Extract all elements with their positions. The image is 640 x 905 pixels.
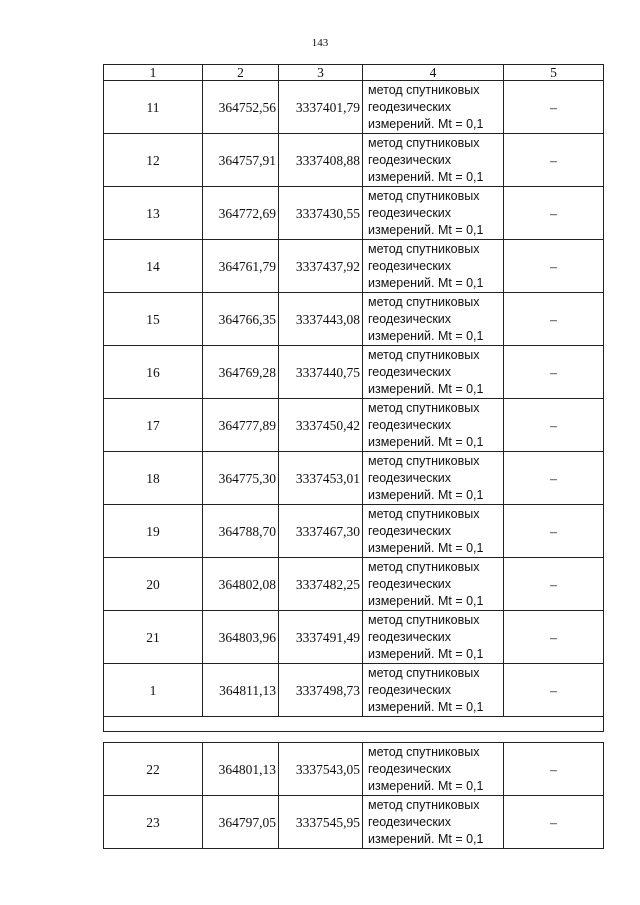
x-coordinate-cell: 364797,05 <box>203 796 279 849</box>
header-cell: 3 <box>279 65 363 81</box>
method-cell <box>363 452 504 505</box>
method-line: метод спутниковых <box>368 188 480 203</box>
method-line: геодезических <box>368 417 452 432</box>
note-cell: – <box>504 558 604 611</box>
x-coordinate-cell: 364811,13 <box>203 664 279 717</box>
method-line: измерений. Mt = 0,1 <box>368 222 484 237</box>
method-cell <box>363 664 504 717</box>
method-line: метод спутниковых <box>368 82 480 97</box>
table-row <box>104 240 604 293</box>
method-line: метод спутниковых <box>368 135 480 150</box>
y-coordinate-cell: 3337430,55 <box>279 187 363 240</box>
method-line: метод спутниковых <box>368 347 480 362</box>
method-cell <box>363 81 504 134</box>
note-cell: – <box>504 399 604 452</box>
method-cell <box>363 187 504 240</box>
separator-row <box>104 717 604 732</box>
table-row <box>104 346 604 399</box>
note-cell: – <box>504 611 604 664</box>
x-coordinate-cell: 364757,91 <box>203 134 279 187</box>
point-number-cell: 15 <box>104 293 203 346</box>
table-row <box>104 134 604 187</box>
note-cell: – <box>504 346 604 399</box>
y-coordinate-cell: 3337408,88 <box>279 134 363 187</box>
method-line: метод спутниковых <box>368 665 480 680</box>
x-coordinate-cell: 364772,69 <box>203 187 279 240</box>
header-cell: 2 <box>203 65 279 81</box>
table-row <box>104 611 604 664</box>
method-line: метод спутниковых <box>368 400 480 415</box>
y-coordinate-cell: 3337437,92 <box>279 240 363 293</box>
method-line: измерений. Mt = 0,1 <box>368 831 484 846</box>
method-line: геодезических <box>368 152 452 167</box>
table-row <box>104 399 604 452</box>
method-line: геодезических <box>368 629 452 644</box>
y-coordinate-cell: 3337453,01 <box>279 452 363 505</box>
method-line: геодезических <box>368 470 452 485</box>
point-number-cell: 16 <box>104 346 203 399</box>
method-cell <box>363 399 504 452</box>
method-line: геодезических <box>368 814 452 829</box>
note-cell: – <box>504 240 604 293</box>
table-row <box>104 743 604 796</box>
x-coordinate-cell: 364788,70 <box>203 505 279 558</box>
method-line: геодезических <box>368 761 452 776</box>
note-cell: – <box>504 743 604 796</box>
note-cell: – <box>504 187 604 240</box>
method-line: измерений. Mt = 0,1 <box>368 116 484 131</box>
method-line: метод спутниковых <box>368 506 480 521</box>
method-line: геодезических <box>368 523 452 538</box>
method-line: геодезических <box>368 311 452 326</box>
table-row <box>104 81 604 134</box>
method-cell <box>363 505 504 558</box>
method-cell <box>363 293 504 346</box>
method-line: измерений. Mt = 0,1 <box>368 381 484 396</box>
y-coordinate-cell: 3337545,95 <box>279 796 363 849</box>
x-coordinate-cell: 364769,28 <box>203 346 279 399</box>
method-cell <box>363 134 504 187</box>
spacer-row <box>104 732 604 743</box>
point-number-cell: 1 <box>104 664 203 717</box>
method-line: измерений. Mt = 0,1 <box>368 778 484 793</box>
method-cell <box>363 240 504 293</box>
x-coordinate-cell: 364801,13 <box>203 743 279 796</box>
method-line: измерений. Mt = 0,1 <box>368 434 484 449</box>
separator-cell <box>104 717 604 732</box>
point-number-cell: 23 <box>104 796 203 849</box>
x-coordinate-cell: 364802,08 <box>203 558 279 611</box>
method-line: метод спутниковых <box>368 559 480 574</box>
point-number-cell: 12 <box>104 134 203 187</box>
y-coordinate-cell: 3337498,73 <box>279 664 363 717</box>
method-line: геодезических <box>368 682 452 697</box>
method-line: геодезических <box>368 364 452 379</box>
table-row <box>104 293 604 346</box>
method-line: измерений. Mt = 0,1 <box>368 699 484 714</box>
method-line: измерений. Mt = 0,1 <box>368 169 484 184</box>
y-coordinate-cell: 3337491,49 <box>279 611 363 664</box>
y-coordinate-cell: 3337440,75 <box>279 346 363 399</box>
page-number: 143 <box>311 37 329 49</box>
method-line: геодезических <box>368 205 452 220</box>
y-coordinate-cell: 3337482,25 <box>279 558 363 611</box>
method-line: метод спутниковых <box>368 744 480 759</box>
note-cell: – <box>504 796 604 849</box>
point-number-cell: 21 <box>104 611 203 664</box>
header-cell: 1 <box>104 65 203 81</box>
y-coordinate-cell: 3337450,42 <box>279 399 363 452</box>
header-cell: 5 <box>504 65 604 81</box>
method-cell <box>363 346 504 399</box>
method-line: геодезических <box>368 576 452 591</box>
x-coordinate-cell: 364761,79 <box>203 240 279 293</box>
method-line: измерений. Mt = 0,1 <box>368 275 484 290</box>
header-row <box>104 65 604 81</box>
table-row <box>104 664 604 717</box>
method-line: метод спутниковых <box>368 797 480 812</box>
x-coordinate-cell: 364777,89 <box>203 399 279 452</box>
method-line: измерений. Mt = 0,1 <box>368 540 484 555</box>
method-cell <box>363 796 504 849</box>
y-coordinate-cell: 3337467,30 <box>279 505 363 558</box>
method-line: геодезических <box>368 99 452 114</box>
point-number-cell: 17 <box>104 399 203 452</box>
method-cell <box>363 743 504 796</box>
method-cell <box>363 611 504 664</box>
spacer-cell <box>104 732 604 743</box>
point-number-cell: 20 <box>104 558 203 611</box>
note-cell: – <box>504 664 604 717</box>
point-number-cell: 18 <box>104 452 203 505</box>
table-row <box>104 558 604 611</box>
method-line: измерений. Mt = 0,1 <box>368 328 484 343</box>
x-coordinate-cell: 364803,96 <box>203 611 279 664</box>
x-coordinate-cell: 364766,35 <box>203 293 279 346</box>
point-number-cell: 11 <box>104 81 203 134</box>
method-line: измерений. Mt = 0,1 <box>368 487 484 502</box>
method-line: измерений. Mt = 0,1 <box>368 646 484 661</box>
header-cell: 4 <box>363 65 504 81</box>
method-line: метод спутниковых <box>368 612 480 627</box>
method-cell <box>363 558 504 611</box>
note-cell: – <box>504 505 604 558</box>
coordinates-table <box>103 64 604 849</box>
method-line: метод спутниковых <box>368 453 480 468</box>
x-coordinate-cell: 364752,56 <box>203 81 279 134</box>
method-line: метод спутниковых <box>368 294 480 309</box>
y-coordinate-cell: 3337401,79 <box>279 81 363 134</box>
table-row <box>104 505 604 558</box>
note-cell: – <box>504 81 604 134</box>
point-number-cell: 14 <box>104 240 203 293</box>
note-cell: – <box>504 293 604 346</box>
method-line: метод спутниковых <box>368 241 480 256</box>
point-number-cell: 13 <box>104 187 203 240</box>
note-cell: – <box>504 452 604 505</box>
table-row <box>104 187 604 240</box>
table-row <box>104 796 604 849</box>
note-cell: – <box>504 134 604 187</box>
table-row <box>104 452 604 505</box>
point-number-cell: 22 <box>104 743 203 796</box>
x-coordinate-cell: 364775,30 <box>203 452 279 505</box>
method-line: геодезических <box>368 258 452 273</box>
y-coordinate-cell: 3337443,08 <box>279 293 363 346</box>
y-coordinate-cell: 3337543,05 <box>279 743 363 796</box>
point-number-cell: 19 <box>104 505 203 558</box>
method-line: измерений. Mt = 0,1 <box>368 593 484 608</box>
